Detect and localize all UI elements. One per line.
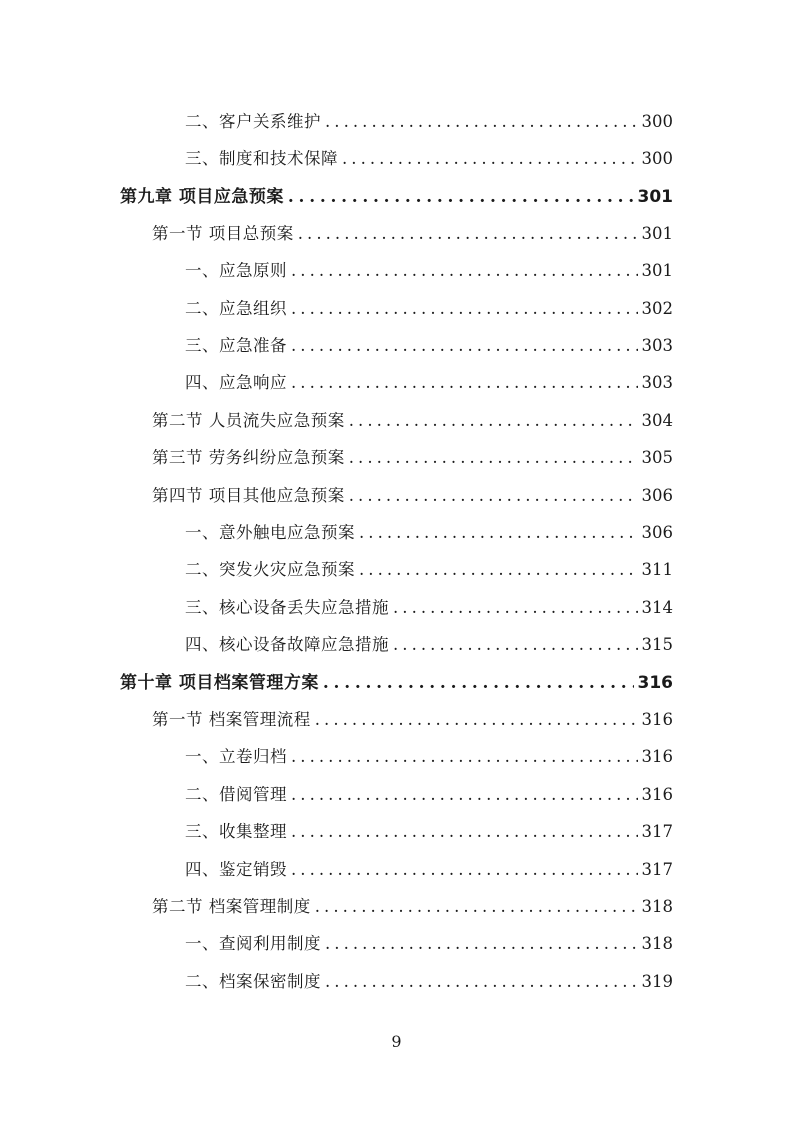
dot-leader — [349, 411, 638, 430]
toc-entry[interactable] — [185, 774, 793, 811]
dot-leader — [291, 373, 638, 392]
dot-leader — [291, 299, 638, 318]
dot-leader — [291, 822, 638, 841]
toc-entry-page: 301 — [641, 223, 673, 243]
toc-entry[interactable] — [185, 624, 793, 661]
toc-entry-title: 第三节 劳务纠纷应急预案 — [152, 448, 345, 468]
toc-entry-title: 第一节 项目总预案 — [152, 223, 294, 243]
dot-leader — [359, 560, 638, 579]
page-number: 9 — [391, 1032, 402, 1051]
toc-entry[interactable] — [185, 737, 793, 774]
dot-leader — [349, 486, 638, 505]
toc-entry-title: 四、鉴定销毁 — [185, 859, 287, 879]
dot-leader — [359, 523, 638, 542]
toc-chapter-entry[interactable] — [120, 176, 793, 213]
table-of-contents — [0, 101, 793, 998]
toc-entry-page: 303 — [641, 373, 673, 393]
toc-entry-page: 318 — [641, 934, 673, 954]
toc-entry-title: 四、核心设备故障应急措施 — [185, 635, 389, 655]
toc-section-entry[interactable] — [152, 699, 793, 736]
toc-entry-page: 311 — [641, 560, 673, 580]
toc-entry-title: 四、应急响应 — [185, 373, 287, 393]
toc-entry-title: 二、借阅管理 — [185, 784, 287, 804]
toc-section-entry[interactable] — [152, 400, 793, 437]
toc-entry-title: 第十章 项目档案管理方案 — [120, 673, 319, 694]
toc-entry-page: 317 — [641, 822, 673, 842]
toc-entry-title: 第一节 档案管理流程 — [152, 709, 311, 729]
dot-leader — [325, 934, 638, 953]
toc-entry-page: 305 — [641, 448, 673, 468]
toc-entry-page: 301 — [637, 186, 673, 207]
dot-leader — [291, 860, 638, 879]
toc-section-entry[interactable] — [152, 438, 793, 475]
toc-entry-page: 316 — [641, 747, 673, 767]
toc-entry-page: 300 — [641, 111, 673, 131]
toc-entry[interactable] — [185, 550, 793, 587]
toc-entry-page: 304 — [641, 410, 673, 430]
dot-leader — [323, 673, 634, 693]
toc-entry[interactable] — [185, 363, 793, 400]
toc-entry-title: 三、收集整理 — [185, 822, 287, 842]
toc-entry-page: 315 — [641, 635, 673, 655]
toc-entry-title: 第四节 项目其他应急预案 — [152, 485, 345, 505]
dot-leader — [342, 149, 638, 168]
toc-entry-title: 二、客户关系维护 — [185, 111, 321, 131]
toc-chapter-entry[interactable] — [120, 662, 793, 699]
toc-entry-page: 300 — [641, 149, 673, 169]
toc-entry[interactable] — [185, 512, 793, 549]
toc-section-entry[interactable] — [152, 886, 793, 923]
toc-entry-page: 314 — [641, 597, 673, 617]
toc-entry-title: 第二节 档案管理制度 — [152, 896, 311, 916]
toc-entry-page: 301 — [641, 261, 673, 281]
toc-entry-title: 第二节 人员流失应急预案 — [152, 410, 345, 430]
toc-entry-title: 三、制度和技术保障 — [185, 149, 338, 169]
toc-entry-title: 一、应急原则 — [185, 261, 287, 281]
toc-entry-page: 303 — [641, 336, 673, 356]
dot-leader — [393, 635, 638, 654]
toc-entry-page: 316 — [641, 709, 673, 729]
toc-entry[interactable] — [185, 849, 793, 886]
dot-leader — [315, 897, 638, 916]
toc-entry[interactable] — [185, 924, 793, 961]
toc-entry-title: 一、查阅利用制度 — [185, 934, 321, 954]
dot-leader — [315, 710, 638, 729]
toc-entry-title: 一、意外触电应急预案 — [185, 522, 355, 542]
toc-entry-page: 318 — [641, 896, 673, 916]
toc-entry-page: 306 — [641, 522, 673, 542]
toc-entry[interactable] — [185, 138, 793, 175]
toc-entry[interactable] — [185, 811, 793, 848]
toc-entry[interactable] — [185, 101, 793, 138]
toc-entry[interactable] — [185, 587, 793, 624]
dot-leader — [393, 598, 638, 617]
toc-entry[interactable] — [185, 961, 793, 998]
toc-entry[interactable] — [185, 325, 793, 362]
toc-entry-page: 302 — [641, 298, 673, 318]
dot-leader — [288, 187, 634, 207]
toc-section-entry[interactable] — [152, 475, 793, 512]
dot-leader — [325, 112, 638, 131]
toc-entry-page: 319 — [641, 971, 673, 991]
dot-leader — [298, 224, 638, 243]
toc-entry-title: 三、应急准备 — [185, 336, 287, 356]
toc-section-entry[interactable] — [152, 213, 793, 250]
toc-entry[interactable] — [185, 288, 793, 325]
toc-entry-title: 二、应急组织 — [185, 298, 287, 318]
toc-entry-title: 三、核心设备丢失应急措施 — [185, 597, 389, 617]
toc-entry-page: 317 — [641, 859, 673, 879]
dot-leader — [291, 785, 638, 804]
toc-entry-title: 二、突发火灾应急预案 — [185, 560, 355, 580]
dot-leader — [291, 747, 638, 766]
toc-entry-title: 第九章 项目应急预案 — [120, 186, 284, 207]
toc-entry-page: 306 — [641, 485, 673, 505]
toc-entry-page: 316 — [637, 673, 673, 694]
dot-leader — [291, 336, 638, 355]
dot-leader — [349, 448, 638, 467]
toc-entry[interactable] — [185, 251, 793, 288]
dot-leader — [325, 972, 638, 991]
toc-entry-title: 二、档案保密制度 — [185, 971, 321, 991]
dot-leader — [291, 261, 638, 280]
toc-entry-title: 一、立卷归档 — [185, 747, 287, 767]
toc-entry-page: 316 — [641, 784, 673, 804]
